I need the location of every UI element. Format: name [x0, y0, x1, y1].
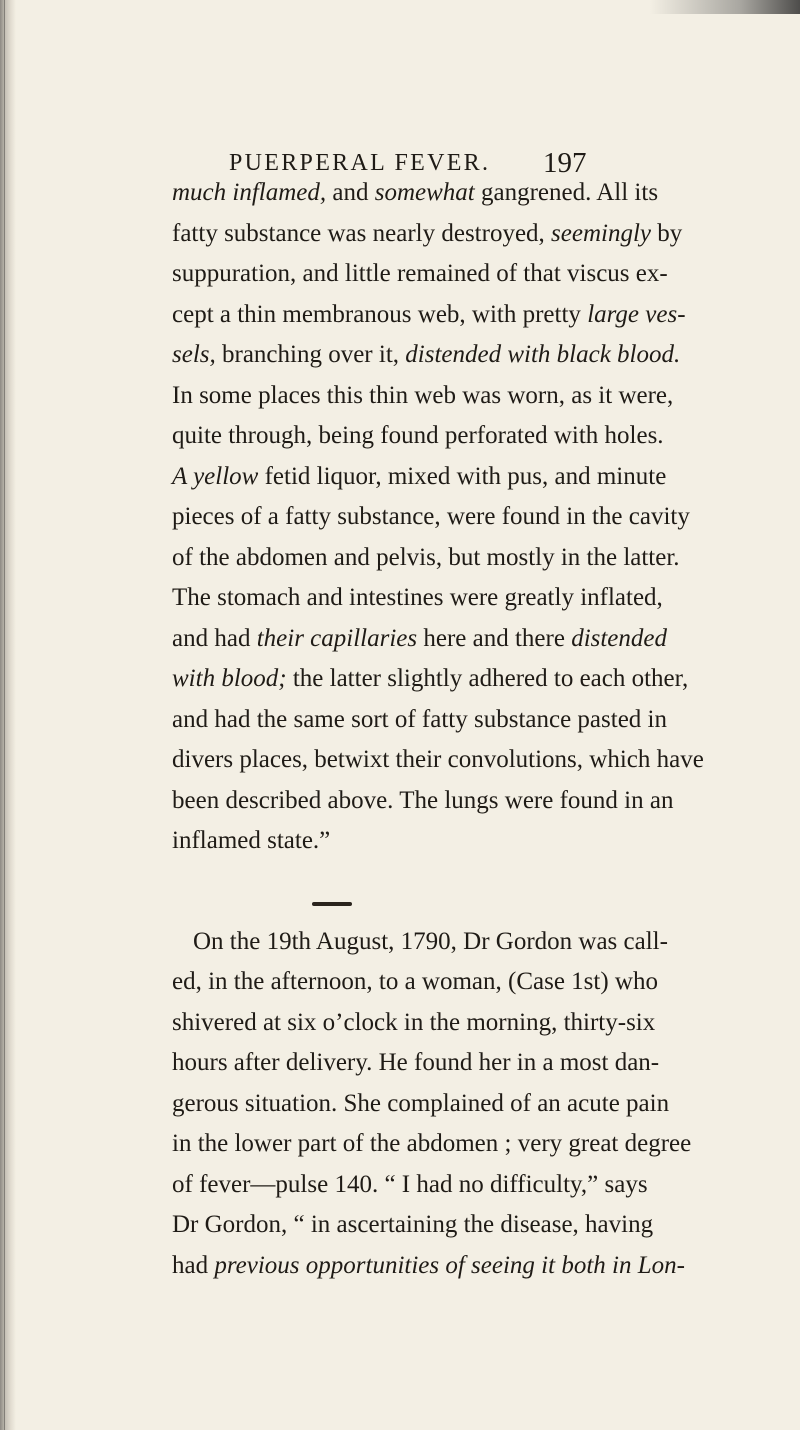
text-line [172, 173, 659, 214]
page-number: 197 [543, 147, 587, 179]
page-body [172, 173, 704, 1286]
text-line [172, 922, 668, 963]
section-break [172, 862, 587, 922]
text-line [172, 962, 658, 1003]
text-line [172, 214, 683, 255]
text-run: gerous situation. She complained of an acute pain [172, 1089, 670, 1117]
italic-run: their capillaries [256, 624, 418, 652]
text-run: suppuration, and little remained of that viscus ex- [172, 260, 668, 287]
text-line [172, 619, 668, 660]
italic-run: with blood; [172, 665, 287, 692]
text-line [172, 295, 686, 336]
text-run: In some places this thin web was worn, as it were, [172, 381, 674, 409]
text-line [172, 781, 674, 822]
italic-run: sels, [172, 341, 216, 368]
italic-run: previous opportunities of seeing it both in Lon- [214, 1251, 685, 1279]
italic-run: large ves- [587, 300, 686, 328]
text-line [172, 1084, 670, 1125]
text-line [172, 700, 667, 741]
text-run: the latter slightly adhered to each other, [286, 665, 689, 692]
section-rule [312, 902, 352, 906]
text-run: of the abdomen and pelvis, but mostly in the latter. [172, 543, 680, 571]
text-run: and [326, 179, 375, 206]
gutter-line [4, 0, 5, 1430]
paragraph-1 [172, 173, 704, 862]
text-line [172, 254, 668, 295]
italic-run: somewhat [374, 179, 475, 206]
text-line [172, 1003, 656, 1044]
text-line [172, 376, 674, 417]
text-line [172, 538, 680, 579]
text-line [172, 497, 690, 538]
text-line [172, 1205, 654, 1246]
text-run: fatty substance was nearly destroyed, [172, 219, 552, 247]
text-run: fetid liquor, mixed with pus, and minute [258, 462, 667, 490]
running-head-title: PUERPERAL FEVER. [229, 150, 491, 176]
text-run: inflamed state.” [172, 827, 331, 854]
text-run: On the 19th August, 1790, Dr Gordon was call- [193, 927, 668, 955]
text-run: The stomach and intestines were greatly inflated, [172, 584, 663, 611]
italic-run: much inflamed, [172, 179, 327, 206]
text-run: here and there [417, 624, 572, 652]
text-run: had [172, 1251, 215, 1279]
text-run: ed, in the afternoon, to a woman, (Case 1st) who [172, 968, 658, 995]
text-line [172, 1165, 648, 1206]
text-run: branching over it, [215, 341, 406, 368]
text-line [172, 821, 587, 862]
text-run: shivered at six o’clock in the morning, thirty-six [172, 1008, 656, 1036]
text-run: cept a thin membranous web, with pretty [172, 300, 588, 328]
paragraph-2 [172, 922, 692, 1287]
text-run: and had [172, 624, 257, 652]
text-run: by [651, 219, 683, 247]
book-spine-shadow [0, 0, 16, 1430]
text-line [172, 335, 681, 376]
text-run: divers places, betwixt their convolutions, which have [172, 746, 704, 773]
italic-run: distended [571, 624, 668, 652]
text-run: pieces of a fatty substance, were found in the cavity [172, 503, 690, 530]
italic-run: distended with black blood. [405, 341, 681, 368]
text-line [172, 740, 704, 781]
text-line [172, 1246, 685, 1287]
text-line [172, 457, 667, 498]
text-run: Dr Gordon, “ in ascertaining the disease, having [172, 1211, 654, 1238]
text-line [172, 1043, 660, 1084]
italic-run: seemingly [551, 219, 652, 247]
text-line [172, 416, 664, 457]
text-run: quite through, being found perforated with holes. [172, 422, 664, 449]
text-line [172, 1124, 692, 1165]
page-corner-shadow [650, 0, 800, 14]
text-run: gangrened. All its [474, 179, 659, 206]
text-line [172, 659, 689, 700]
text-line [172, 578, 663, 619]
text-run: been described above. The lungs were found in an [172, 786, 674, 814]
text-run: and had the same sort of fatty substance pasted in [172, 705, 667, 733]
text-run: of fever—pulse 140. “ I had no difficulty,” says [172, 1170, 648, 1198]
text-run: in the lower part of the abdomen ; very great degree [172, 1130, 692, 1157]
italic-run: A yellow [172, 462, 259, 490]
text-run: hours after delivery. He found her in a most dan- [172, 1049, 660, 1076]
